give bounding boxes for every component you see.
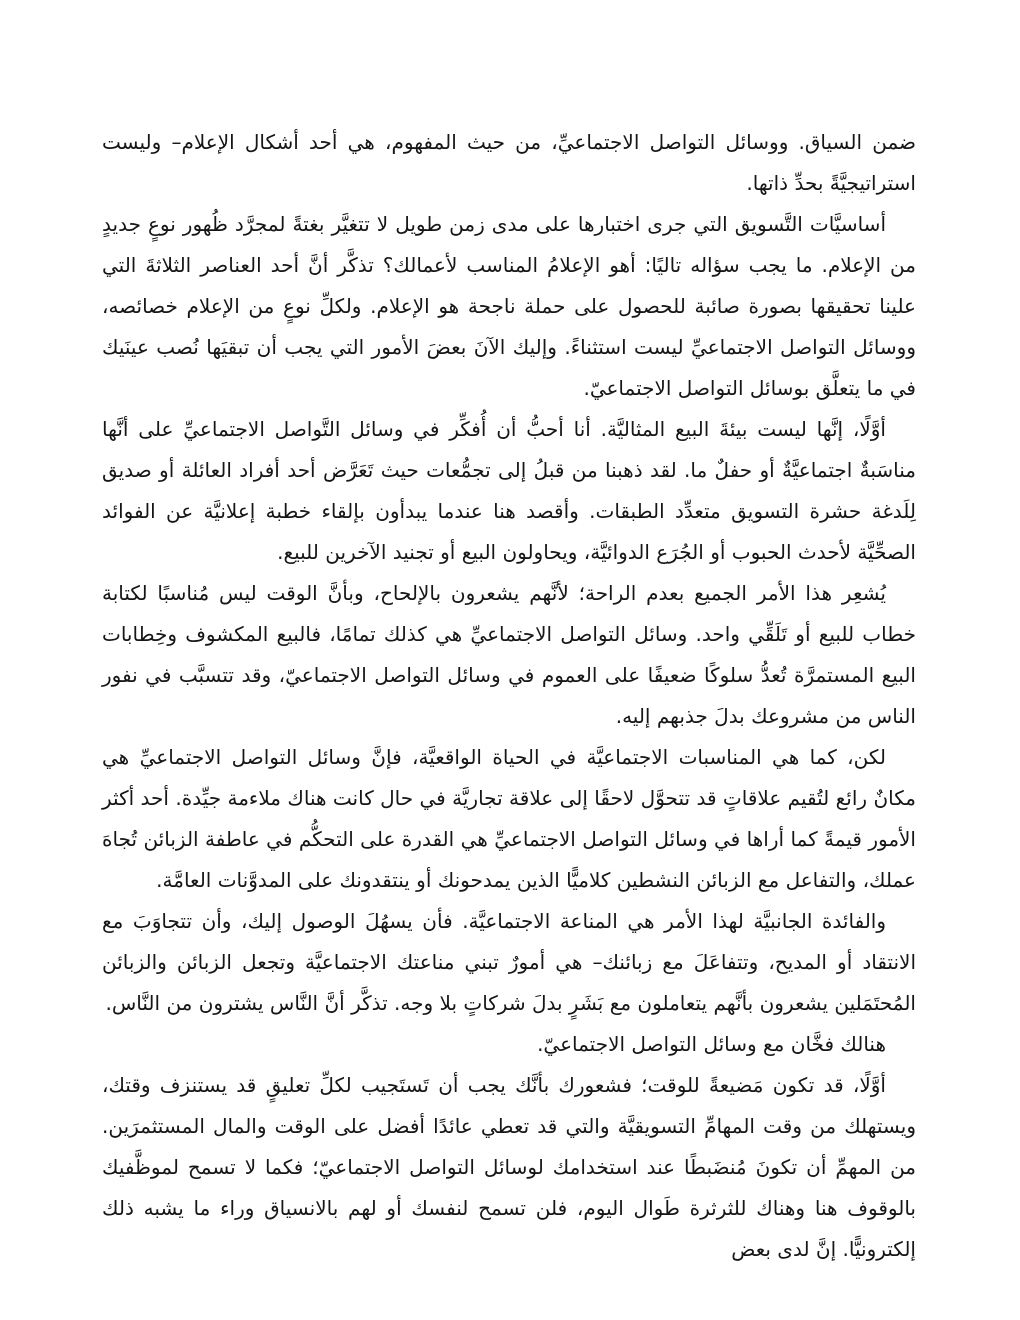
text-column xyxy=(102,122,916,1270)
paragraph: أساسيَّات التَّسويق التي جرى اختبارها على مدى زمن طويل لا تتغيَّر بغتةً لمجرَّد ظُهور نوعٍ جديدٍ من الإعلام. ما يجب سؤاله تاليًا: أهو الإعلامُ المناسب لأعمالك؟ تذكَّر أنَّ أحد العناصر الثلاثةَ التي علينا تحقيقها بصورة صائبة للحصول على حملة ناجحة هو الإعلام. ولكلِّ نوعٍ من الإعلام خصائصه، ووسائل التواصل الاجتماعيِّ ليست استثناءً. وإليك الآنَ بعضَ الأمور التي يجب أن تبقيَها نُصب عينَيك في ما يتعلَّق بوسائل التواصل الاجتماعيّ. xyxy=(102,212,916,400)
paragraph: أوَّلًا، إنَّها ليست بيئةَ البيع المثاليَّة. أنا أحبُّ أن أُفكِّر في وسائل التَّواصل الاجتماعيِّ على أنَّها مناسَبةٌ اجتماعيَّةٌ أو حفلٌ ما. لقد ذهبنا من قبلُ إلى تجمُّعات حيث تَعَرَّض أحد أفراد العائلة أو صديق لِلَدغة حشرة التسويق متعدِّد الطبقات. وأقصد هنا عندما يبدأون بإلقاء خطبة إعلانيَّة عن الفوائد الصحِّيَّة لأحدث الحبوب أو الجُرَع الدوائيَّة، ويحاولون البيع أو تجنيد الآخرين للبيع. xyxy=(102,417,916,564)
paragraph: لكن، كما هي المناسبات الاجتماعيَّة في الحياة الواقعيَّة، فإنَّ وسائل التواصل الاجتماعيِّ هي مكانٌ رائع لتُقيم علاقاتٍ قد تتحوَّل لاحقًا إلى علاقة تجاريَّة في حال كانت هناك ملاءمة جيِّدة. أحد أكثر الأمور قيمةً كما أراها في وسائل التواصل الاجتماعيِّ هي القدرة على التحكُّم في عاطفة الزبائن تُجاهَ عملك، والتفاعل مع الزبائن النشطين كلاميًّا الذين يمدحونك أو ينتقدونك على المدوَّنات العامَّة. xyxy=(102,745,916,892)
paragraph: ضمن السياق. ووسائل التواصل الاجتماعيِّ، من حيث المفهوم، هي أحد أشكال الإعلام– وليست استراتيجيَّةً بحدِّ ذاتها. xyxy=(102,130,916,195)
paragraph: أوَّلًا، قد تكون مَضيعةً للوقت؛ فشعورك بأنَّك يجب أن تَستَجيب لكلِّ تعليقٍ قد يستنزف وقتك، ويستهلك من وقت المهامِّ التسويقيَّة والتي قد تعطي عائدًا أفضل على الوقت والمال المستثمرَين. من المهمِّ أن تكونَ مُنضَبطًا عند استخدامك لوسائل التواصل الاجتماعيّ؛ فكما لا تسمح لموظَّفيك بالوقوف هنا وهناك للثرثرة طَوال اليوم، فلن تسمح لنفسك أو لهم بالانسياق وراء ما يشبه ذلك إلكترونيًّا. إنَّ لدى بعض xyxy=(102,1073,916,1261)
paragraph: والفائدة الجانبيَّة لهذا الأمر هي المناعة الاجتماعيَّة. فأن يسهُلَ الوصول إليك، وأن تتجاوَبَ مع الانتقاد أو المديح، وتتفاعَلَ مع زبائنك– هي أمورٌ تبني مناعتك الاجتماعيَّة وتجعل الزبائن والزبائن المُحتَمَلين يشعرون بأنَّهم يتعاملون مع بَشَرٍ بدلَ شركاتٍ بلا وجه. تذكَّر أنَّ النَّاس يشترون من النَّاس. xyxy=(102,909,916,1015)
paragraph: يُشعِر هذا الأمر الجميع بعدم الراحة؛ لأنَّهم يشعرون بالإلحاح، وبأنَّ الوقت ليس مُناسبًا لكتابة خطاب للبيع أو تَلَقِّي واحد. وسائل التواصل الاجتماعيِّ هي كذلك تمامًا، فالبيع المكشوف وخِطابات البيع المستمرَّة تُعدُّ سلوكًا ضعيفًا على العموم في وسائل التواصل الاجتماعيّ، وقد تتسبَّب في نفور الناس من مشروعك بدلَ جذبهم إليه. xyxy=(102,581,916,728)
paragraph: هنالك فخَّان مع وسائل التواصل الاجتماعيّ. xyxy=(537,1032,886,1056)
